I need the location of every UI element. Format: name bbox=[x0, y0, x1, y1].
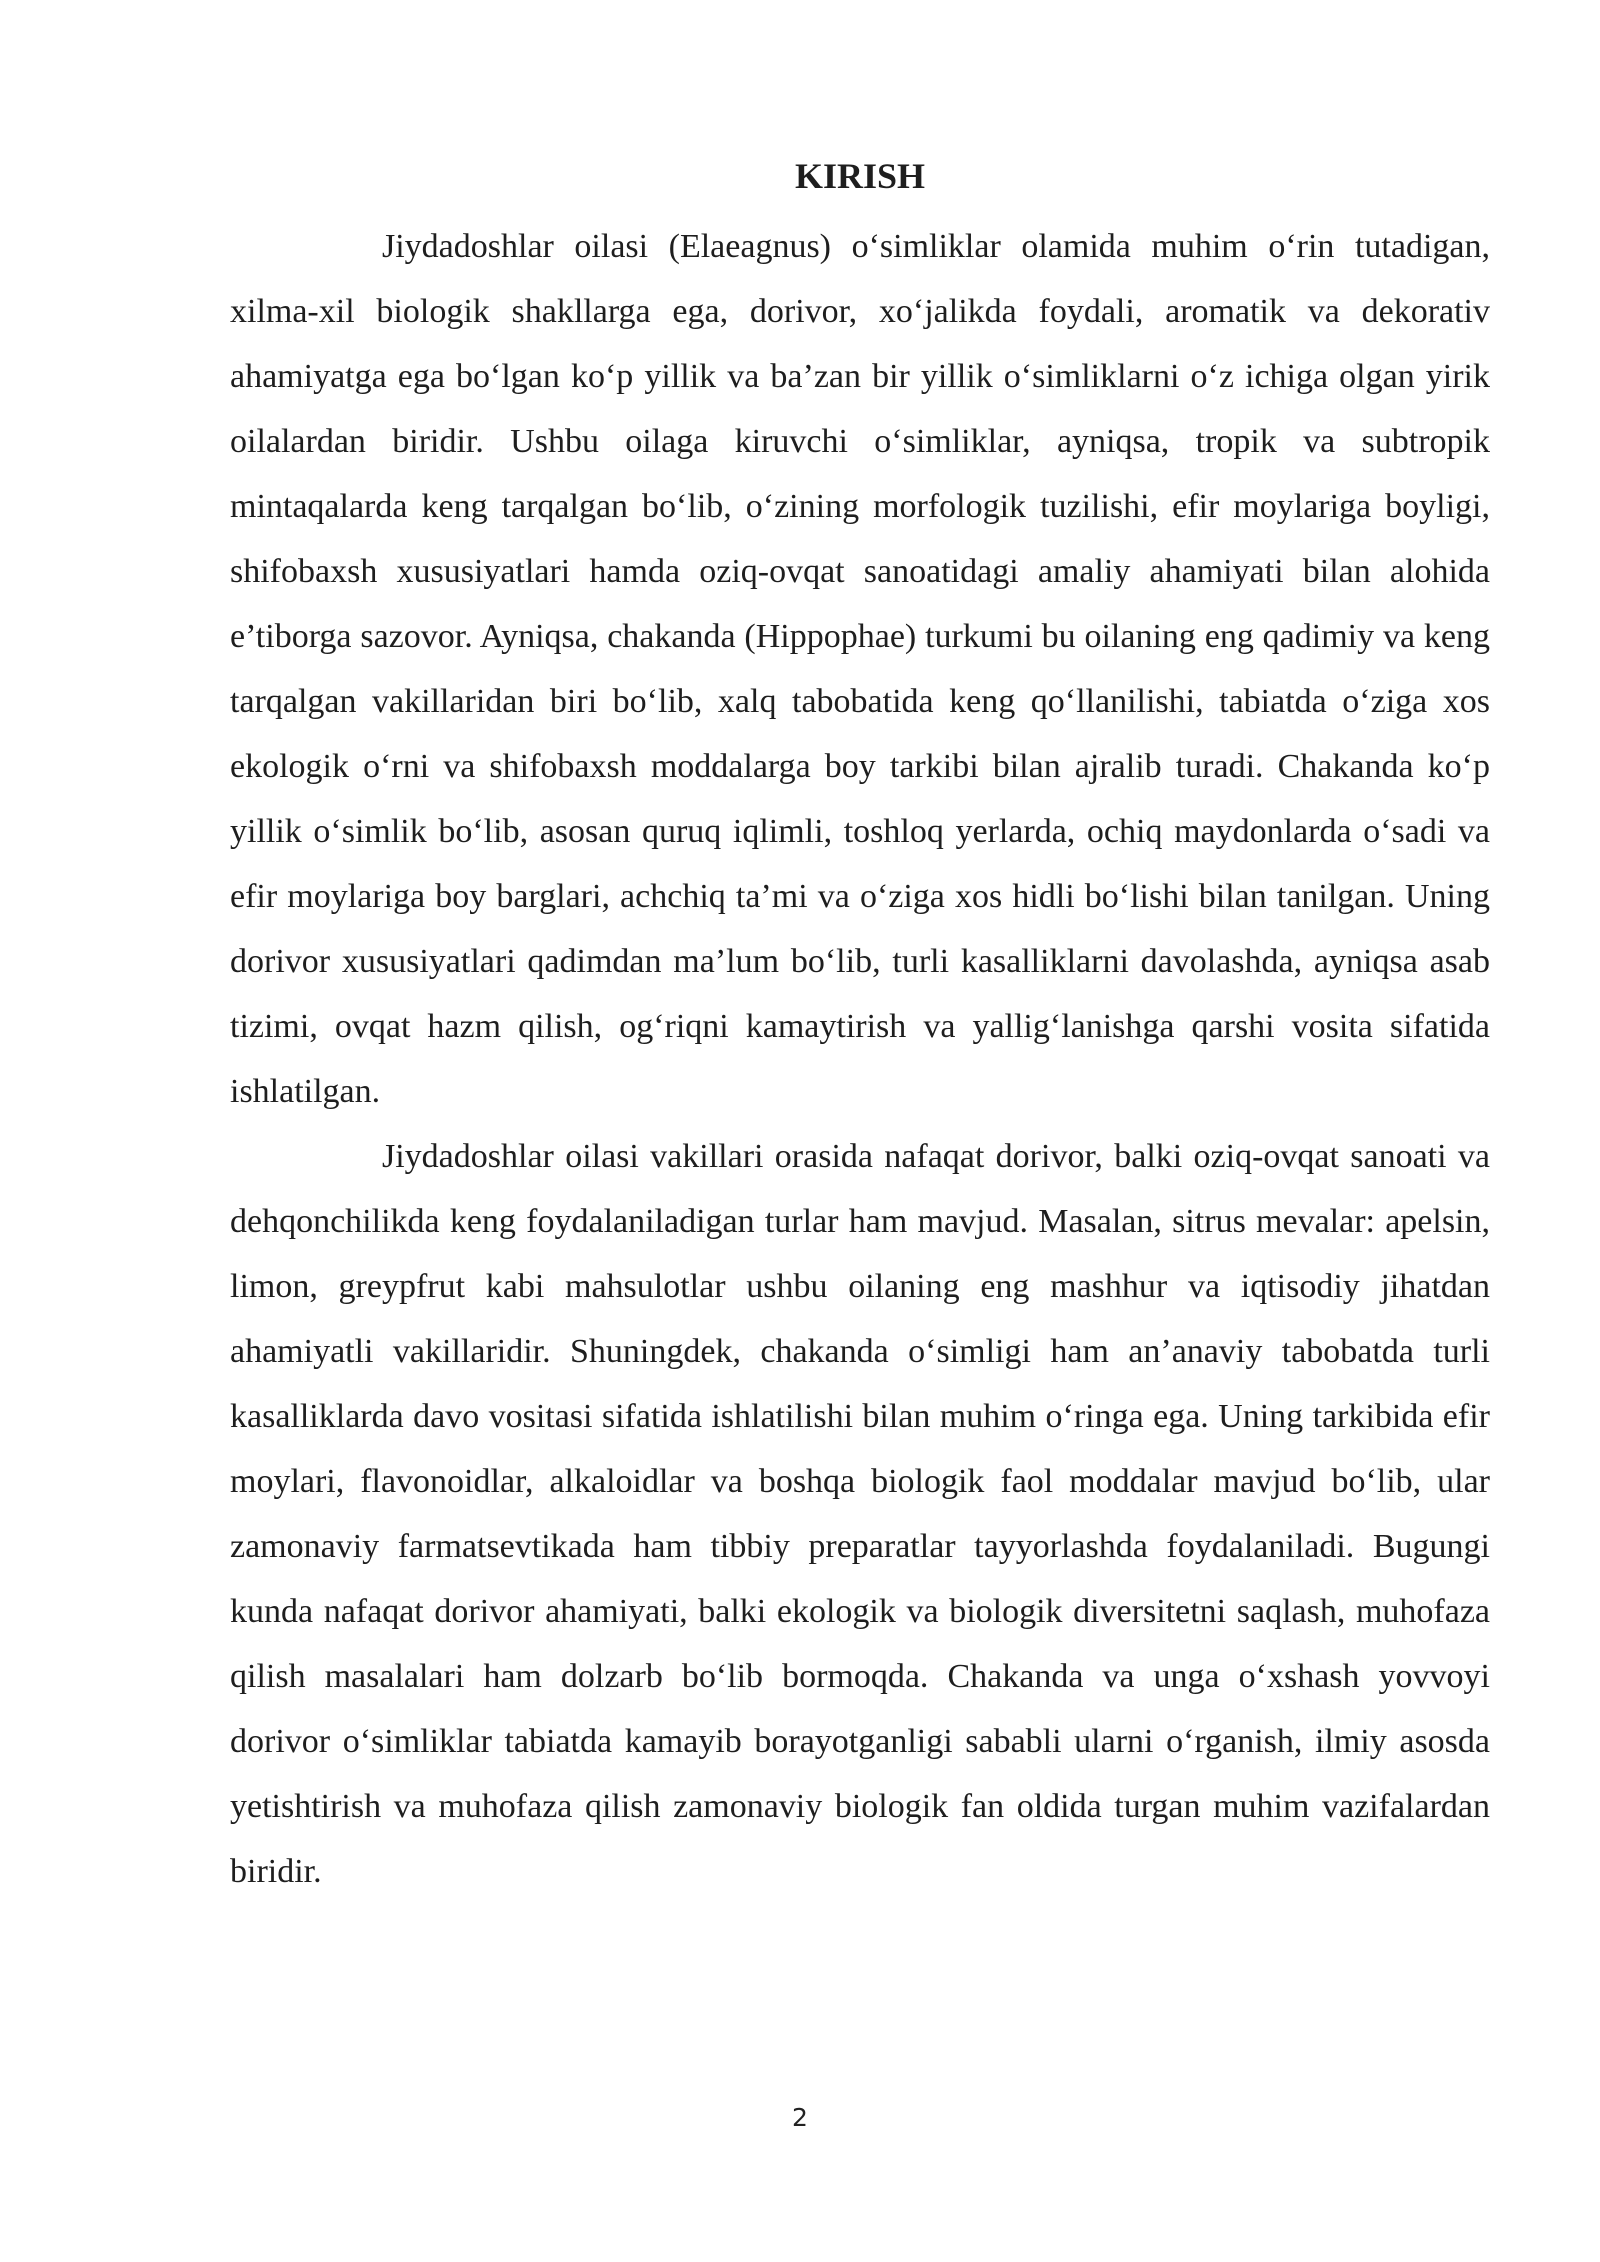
body-paragraph-1: Jiydadoshlar oilasi (Elaeagnus) o‘simliklar olamida muhim o‘rin tutadigan, xilma-xil biologik shakllarga ega, dorivor, xo‘jalikda foydali, aromatik va dekorativ ahamiyatga ega bo‘lgan ko‘p yillik va ba’zan bir yillik o‘simliklarni o‘z ichiga olgan yirik oilalardan biridir. Ushbu oilaga kiruvchi o‘simliklar, ayniqsa, tropik va subtropik mintaqalarda keng tarqalgan bo‘lib, o‘zining morfologik tuzilishi, efir moylariga boyligi, shifobaxsh xususiyatlari hamda oziq-ovqat sanoatidagi amaliy ahamiyati bilan alohida e’tiborga sazovor. Ayniqsa, chakanda (Hippophae) turkumi bu oilaning eng qadimiy va keng tarqalgan vakillaridan biri bo‘lib, xalq tabobatida keng qo‘llanilishi, tabiatda o‘ziga xos ekologik o‘rni va shifobaxsh moddalarga boy tarkibi bilan ajralib turadi. Chakanda ko‘p yillik o‘simlik bo‘lib, asosan quruq iqlimli, toshloq yerlarda, ochiq maydonlarda o‘sadi va efir moylariga boy barglari, achchiq ta’mi va o‘ziga xos hidli bo‘lishi bilan tanilgan. Uning dorivor xususiyatlari qadimdan ma’lum bo‘lib, turli kasalliklarni davolashda, ayniqsa asab tizimi, ovqat hazm qilish, og‘riqni kamaytirish va yallig‘lanishga qarshi vosita sifatida ishlatilgan. bbox=[230, 228, 1490, 1110]
page-number: 2 bbox=[792, 2103, 808, 2132]
document-page bbox=[230, 152, 1490, 1904]
body-paragraph-2: Jiydadoshlar oilasi vakillari orasida nafaqat dorivor, balki oziq-ovqat sanoati va dehqonchilikda keng foydalaniladigan turlar ham mavjud. Masalan, sitrus mevalar: apelsin, limon, greypfrut kabi mahsulotlar ushbu oilaning eng mashhur va iqtisodiy jihatdan ahamiyatli vakillaridir. Shuningdek, chakanda o‘simligi ham an’anaviy tabobatda turli kasalliklarda davo vositasi sifatida ishlatilishi bilan muhim o‘ringa ega. Uning tarkibida efir moylari, flavonoidlar, alkaloidlar va boshqa biologik faol moddalar mavjud bo‘lib, ular zamonaviy farmatsevtikada ham tibbiy preparatlar tayyorlashda foydalaniladi. Bugungi kunda nafaqat dorivor ahamiyati, balki ekologik va biologik diversitetni saqlash, muhofaza qilish masalalari ham dolzarb bo‘lib bormoqda. Chakanda va unga o‘xshash yovvoyi dorivor o‘simliklar tabiatda kamayib borayotganligi sababli ularni o‘rganish, ilmiy asosda yetishtirish va muhofaza qilish zamonaviy biologik fan oldida turgan muhim vazifalardan biridir. bbox=[230, 1138, 1490, 1890]
section-heading: KIRISH bbox=[794, 156, 926, 196]
